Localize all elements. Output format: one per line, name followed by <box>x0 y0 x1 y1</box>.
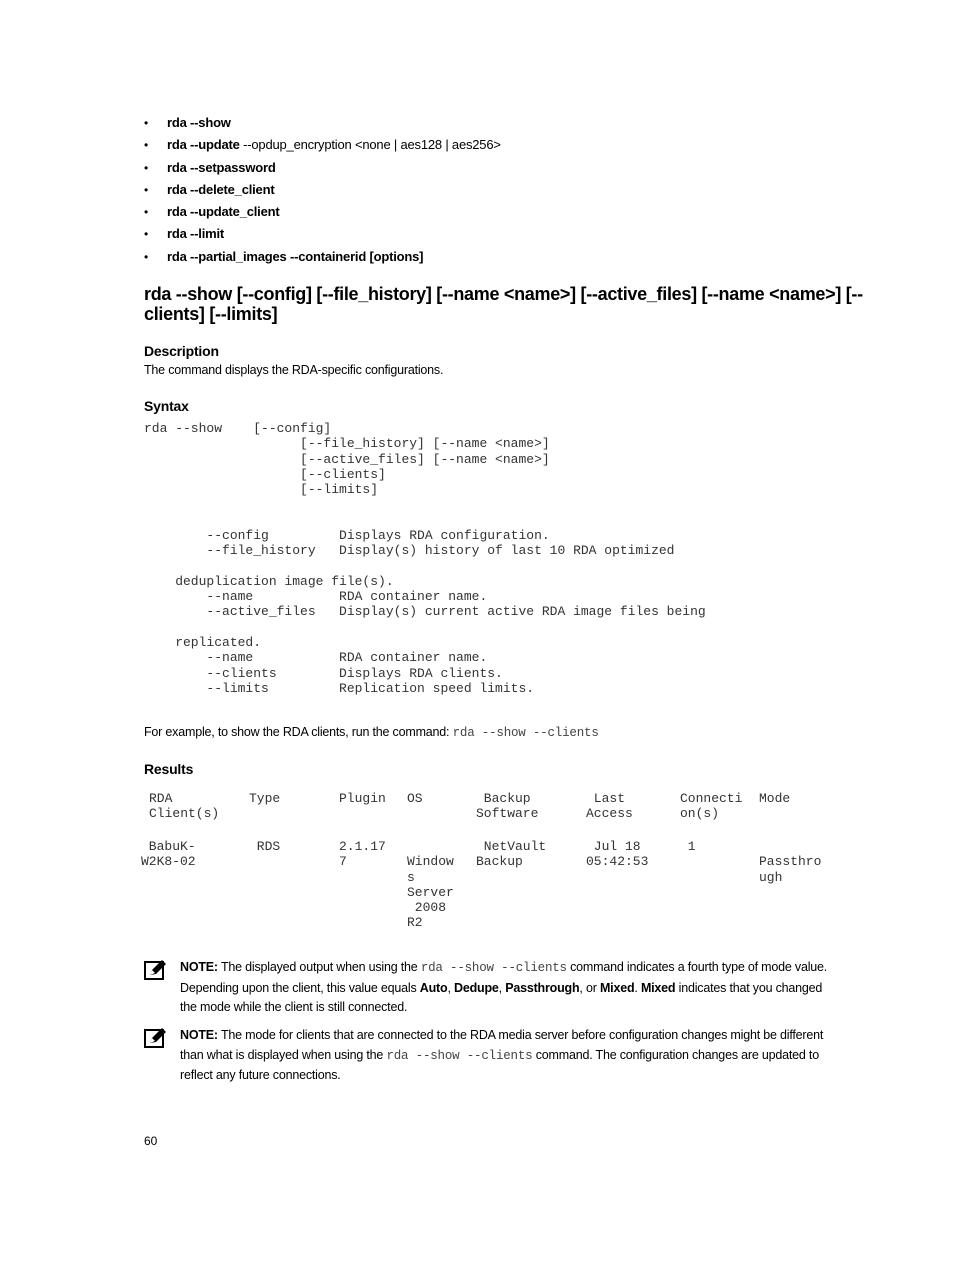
header-mode: Mode <box>759 791 791 806</box>
cell-plugin: 2.1.17 7 <box>339 839 386 870</box>
cell-last-access: Jul 18 05:42:53 <box>586 839 649 870</box>
header-os: OS <box>407 791 423 806</box>
list-item: • rda --update --opdup_encryption <none | aes128 | aes256> <box>144 137 501 153</box>
note-pencil-icon <box>144 960 166 980</box>
description-heading: Description <box>144 343 219 359</box>
results-heading: Results <box>144 761 194 777</box>
bullet-icon: • <box>144 249 149 264</box>
note-1 <box>144 958 834 1018</box>
list-item: • rda --setpassword <box>144 159 276 175</box>
bullet-icon: • <box>144 160 149 175</box>
note-2-text: NOTE: The mode for clients that are connected to the RDA media server before configuration changes might be different than what is displayed when using the rda --show --clients command. The configuration changes are updated to reflect any future connections. <box>180 1028 824 1082</box>
cell-type: RDS <box>249 839 281 854</box>
syntax-heading: Syntax <box>144 398 189 414</box>
note-1-text: NOTE: The displayed output when using the rda --show --clients command indicates a fourth type of mode value. Depending upon the client, this value equals Auto, Dedupe, Passthrough, or Mixed. Mixed indicates that you changed the mode while the client is still connected. <box>180 960 828 1014</box>
list-item: • rda --update_client <box>144 204 280 220</box>
bullet-icon: • <box>144 182 149 197</box>
list-item: • rda --limit <box>144 226 225 242</box>
example-command: rda --show --clients <box>452 726 599 740</box>
cell-os: Window s Server 2008 R2 <box>407 854 454 931</box>
header-type: Type <box>249 791 281 806</box>
header-backup-software: Backup Software <box>476 791 539 822</box>
cell-connections: 1 <box>680 839 696 854</box>
syntax-code: rda --show [--config] [--file_history] [--name <name>] [--active_files] [--name <name>] [--clients] [--limits] <box>144 421 550 498</box>
cell-mode: Passthro ugh <box>759 854 822 885</box>
list-item: • rda --partial_images --containerid [options] <box>144 248 424 264</box>
list-item: • rda --delete_client <box>144 181 275 197</box>
section-heading: rda --show [--config] [--file_history] [--name <name>] [--active_files] [--name <name>] [-- clients] [--limits] <box>144 284 863 324</box>
header-last-access: Last Access <box>586 791 633 822</box>
header-connections: Connecti on(s) <box>680 791 743 822</box>
syntax-options: --config Displays RDA configuration. --file_history Display(s) history of last 10 RDA optimized deduplication image file(s). --name RDA container name. --active_files Display(s) current active RDA image files being replicated. --name RDA container name. --clients Displays RDA clients. --limits Replication speed limits. <box>175 528 706 696</box>
note-2 <box>144 1026 834 1086</box>
bullet-icon: • <box>144 138 149 153</box>
command-list <box>144 114 501 270</box>
example-text: For example, to show the RDA clients, run the command: rda --show --clients <box>144 725 599 740</box>
cell-client: BabuK- W2K8-02 <box>141 839 196 870</box>
bullet-icon: • <box>144 116 149 130</box>
cell-backup-software: NetVault Backup <box>476 839 547 870</box>
header-client: RDA Client(s) <box>149 791 220 822</box>
page-number: 60 <box>144 1134 158 1148</box>
list-item: • rda --show <box>144 115 231 130</box>
header-plugin: Plugin <box>339 791 386 806</box>
note-pencil-icon <box>144 1028 166 1048</box>
bullet-icon: • <box>144 205 149 220</box>
description-text: The command displays the RDA-specific configurations. <box>144 363 444 377</box>
bullet-icon: • <box>144 227 149 242</box>
